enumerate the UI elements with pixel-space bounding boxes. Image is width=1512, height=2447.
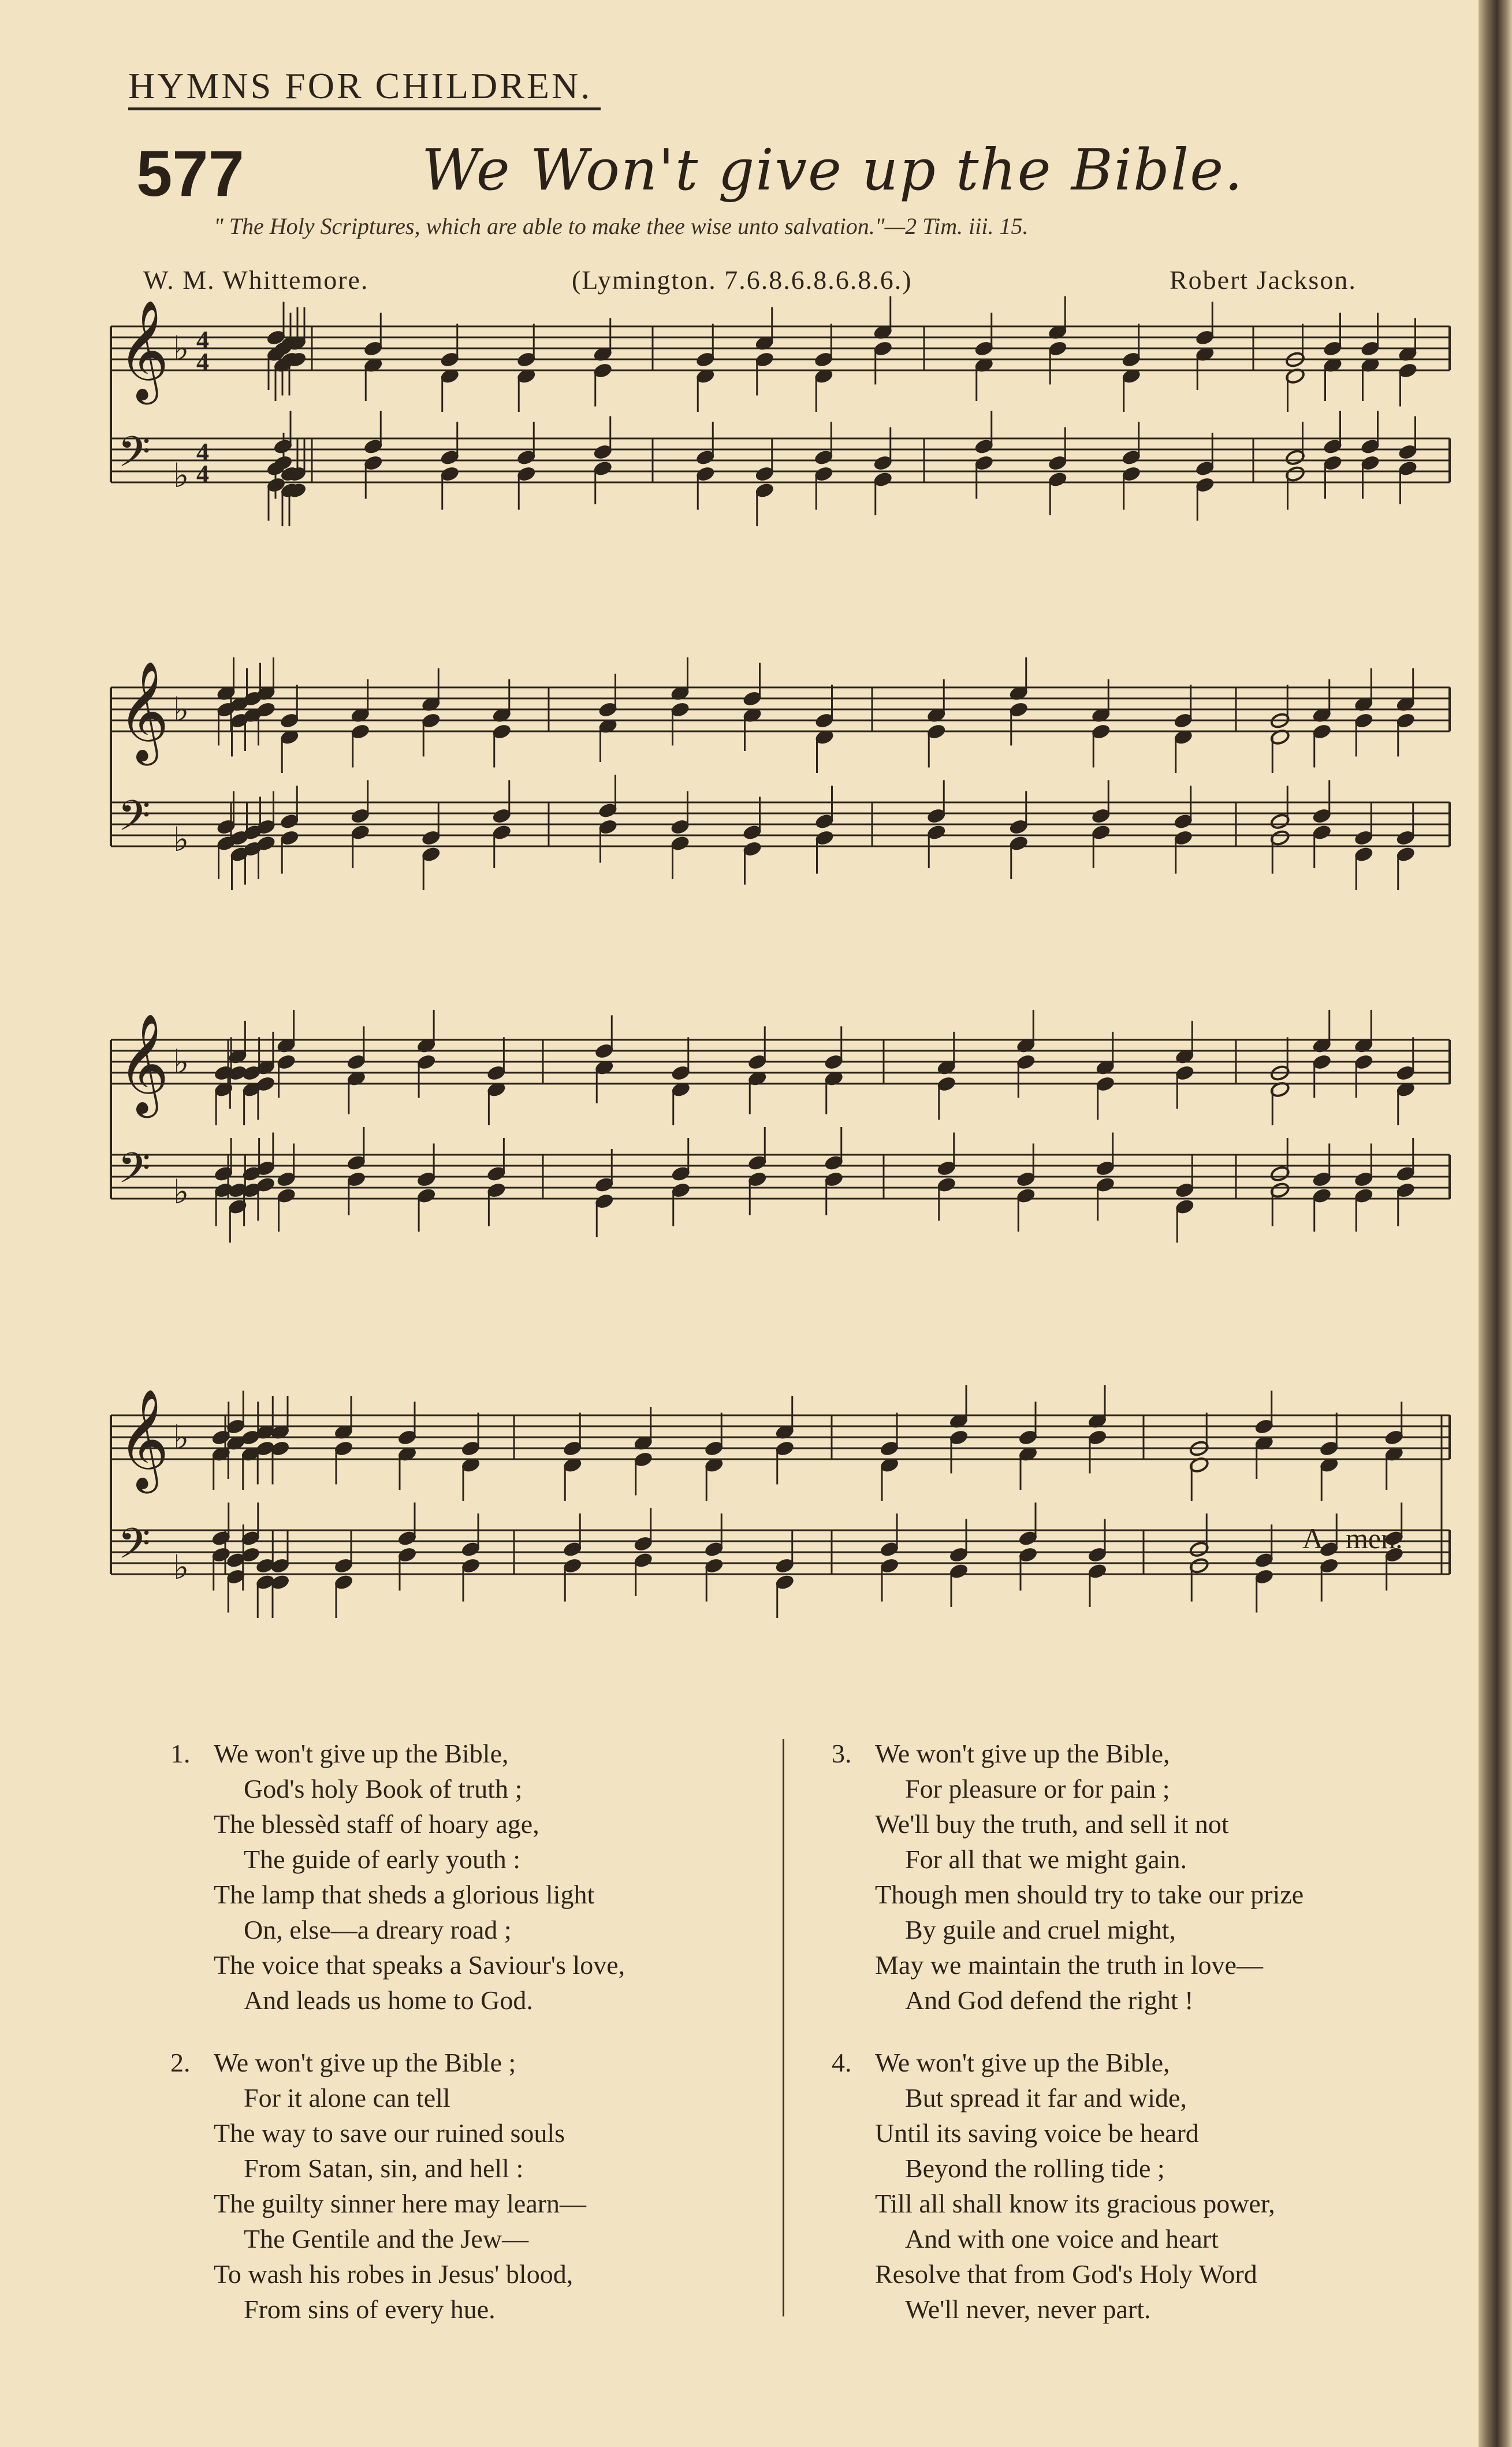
- bass-clef-icon: 𝄢: [118, 1143, 151, 1203]
- verse-line: The Gentile and the Jew—: [244, 2224, 529, 2253]
- bass-clef-icon: 𝄢: [118, 427, 151, 486]
- time-signature-digit: 4: [196, 460, 209, 488]
- verse-2: [170, 2045, 587, 2327]
- verse-line: The blessèd staff of hoary age,: [214, 1809, 539, 1839]
- treble-clef-icon: 𝄞: [118, 661, 169, 761]
- flat-icon: ♭: [173, 1172, 189, 1211]
- running-header: HYMNS FOR CHILDREN.: [128, 65, 593, 106]
- verse-line: God's holy Book of truth ;: [244, 1774, 523, 1803]
- verse-line: We'll buy the truth, and sell it not: [875, 1809, 1229, 1839]
- verse-line: The way to save our ruined souls: [214, 2118, 565, 2148]
- flat-icon: ♭: [173, 820, 189, 859]
- time-signature-digit: 4: [196, 438, 209, 466]
- flat-icon: ♭: [173, 329, 189, 368]
- flat-icon: ♭: [173, 1042, 189, 1081]
- verse-line: And with one voice and heart: [905, 2224, 1219, 2253]
- author-credit: W. M. Whittemore.: [143, 265, 369, 295]
- verse-line: We won't give up the Bible ;: [214, 2048, 516, 2077]
- verse-line: We won't give up the Bible,: [214, 1739, 509, 1768]
- verse-line: On, else—a dreary road ;: [244, 1915, 512, 1944]
- verse-line: The guide of early youth :: [244, 1844, 521, 1874]
- treble-clef-icon: 𝄞: [118, 1389, 169, 1489]
- verse-column-divider: [783, 1739, 784, 2316]
- tune-credit: (Lymington. 7.6.8.6.8.6.8.6.): [572, 265, 913, 295]
- bass-clef-icon: 𝄢: [118, 1519, 151, 1578]
- treble-clef-icon: 𝄞: [118, 1013, 169, 1114]
- flat-icon: ♭: [173, 1418, 189, 1457]
- verse-number: 2.: [170, 2048, 191, 2077]
- verse-line: Though men should try to take our prize: [875, 1880, 1304, 1909]
- amen-text: A - men.: [1302, 1522, 1403, 1555]
- verse-line: The guilty sinner here may learn—: [214, 2189, 587, 2218]
- hymn-number: 577: [136, 137, 244, 210]
- verse-line: The lamp that sheds a glorious light: [214, 1880, 595, 1909]
- time-signature-digit: 4: [196, 348, 209, 376]
- verse-line: And God defend the right !: [905, 1985, 1194, 2015]
- verse-line: For all that we might gain.: [905, 1844, 1187, 1874]
- verse-line: For it alone can tell: [244, 2083, 450, 2113]
- verse-line: By guile and cruel might,: [905, 1915, 1176, 1944]
- verse-line: To wash his robes in Jesus' blood,: [214, 2259, 573, 2289]
- verse-line: But spread it far and wide,: [905, 2083, 1187, 2113]
- verse-line: Resolve that from God's Holy Word: [875, 2259, 1257, 2289]
- verse-line: The voice that speaks a Saviour's love,: [214, 1950, 625, 1980]
- verse-line: From sins of every hue.: [244, 2294, 496, 2324]
- bass-clef-icon: 𝄢: [118, 791, 151, 850]
- verse-number: 4.: [832, 2048, 852, 2077]
- verse-line: Beyond the rolling tide ;: [905, 2154, 1165, 2183]
- score-systems: [111, 296, 1450, 1618]
- composer-credit: Robert Jackson.: [1170, 265, 1357, 295]
- verse-line: We'll never, never part.: [905, 2294, 1151, 2324]
- verse-number: 1.: [170, 1739, 191, 1768]
- flat-icon: ♭: [173, 690, 189, 729]
- verse-line: May we maintain the truth in love—: [875, 1950, 1263, 1980]
- scripture-epigraph: " The Holy Scriptures, which are able to make thee wise unto salvation."—2 Tim. iii. 15.: [214, 213, 1029, 239]
- flat-icon: ♭: [173, 456, 189, 495]
- verse-4: [832, 2045, 1275, 2327]
- verse-3: [832, 1736, 1304, 2018]
- verse-1: [170, 1736, 625, 2018]
- verse-line: From Satan, sin, and hell :: [244, 2154, 524, 2183]
- treble-clef-icon: 𝄞: [118, 300, 169, 400]
- verse-line: We won't give up the Bible,: [875, 1739, 1170, 1768]
- verse-line: Till all shall know its gracious power,: [875, 2189, 1275, 2218]
- flat-icon: ♭: [173, 1548, 189, 1587]
- hymn-title: We Won't give up the Bible.: [422, 137, 1244, 203]
- verse-line: Until its saving voice be heard: [875, 2118, 1199, 2148]
- verse-line: We won't give up the Bible,: [875, 2048, 1170, 2077]
- verse-line: For pleasure or for pain ;: [905, 1774, 1170, 1803]
- time-signature-digit: 4: [196, 326, 209, 354]
- verse-line: And leads us home to God.: [244, 1985, 533, 2015]
- verse-number: 3.: [832, 1739, 852, 1768]
